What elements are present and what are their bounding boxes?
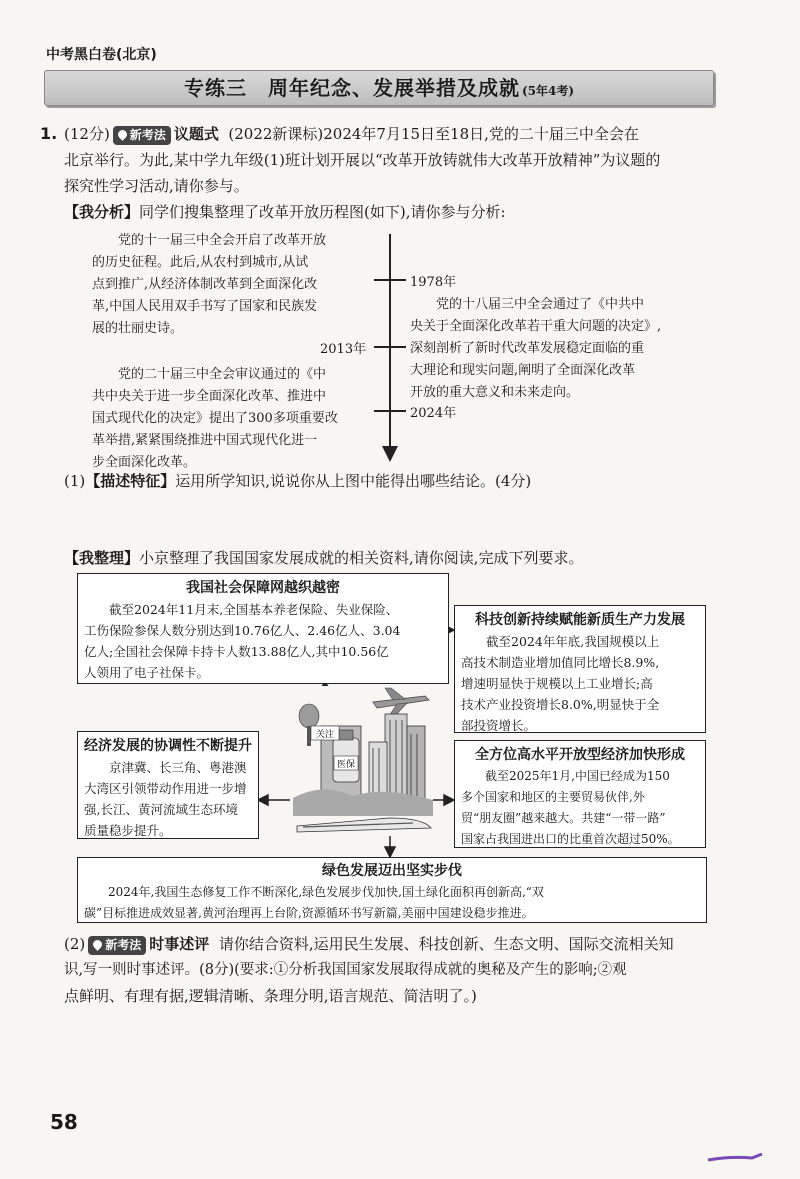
block1-line: 党的十一届三中全会开启了改革开放: [118, 233, 327, 248]
economy-line: 强,长江、黄河流域生态环境: [84, 802, 238, 817]
year-label-1978: 1978年: [410, 275, 457, 290]
year-label-2013: 2013年: [320, 342, 367, 357]
timeline-block-1978: [92, 230, 377, 340]
sub-question-1: [64, 468, 531, 494]
open-line: 多个国家和地区的主要贸易伙伴,外: [461, 790, 645, 804]
tech-box-title: 科技创新持续赋能新质生产力发展: [475, 612, 685, 628]
open-line: 国家占我国进出口的比重首次超过50%。: [461, 832, 680, 846]
social-box-body: [78, 599, 448, 683]
open-box-body: [455, 766, 705, 850]
green-line: 碳”目标推进成效显著,黄河治理再上台阶,资源循环书写新篇,美丽中国建设稳步推进。: [84, 906, 534, 920]
question-score: (12分): [64, 125, 110, 143]
tech-line: 截至2024年年底,我国规模以上: [486, 634, 660, 649]
sub1-text: 运用所学知识,说说你从上图中能得出哪些结论。(4分): [175, 472, 532, 490]
organize-label: 【我整理】: [64, 549, 140, 567]
open-line: 截至2025年1月,中国已经成为150: [485, 769, 670, 783]
page-number: 58: [50, 1110, 78, 1134]
economy-line: 京津冀、长三角、粤港澳: [109, 760, 247, 775]
intro-line-1: [64, 121, 744, 147]
social-line: 人领用了电子社保卡。: [84, 665, 210, 680]
book-title: 中考黑白卷(北京): [46, 47, 157, 63]
block3-line: 革举措,紧紧围绕推进中国式现代化进一: [92, 433, 318, 448]
block2-line: 大理论和现实问题,阐明了全面深化改革: [410, 363, 636, 378]
illus-label-insurance: 医保: [336, 760, 356, 770]
pin-icon: [116, 128, 129, 141]
timeline-arrowhead: [382, 446, 398, 462]
economy-line: 大湾区引领带动作用进一步增: [84, 781, 247, 796]
sub-question-2: [64, 931, 754, 1009]
block3-line: 国式现代化的决定》提出了300多项重要改: [92, 411, 338, 426]
social-security-box: [77, 573, 449, 684]
block1-line: 展的壮丽史诗。: [92, 321, 184, 336]
organize-text: 小京整理了我国国家发展成就的相关资料,请你阅读,完成下列要求。: [139, 549, 584, 567]
green-line: 2024年,我国生态修复工作不断深化,绿色发展步伐加快,国土绿化面积再创新高,“双: [108, 885, 544, 899]
tech-line: 技术产业投资增长8.0%,明显快于全: [461, 697, 660, 712]
tech-box-body: [455, 631, 705, 736]
green-development-box: [77, 857, 707, 923]
new-method-tag-2: [88, 936, 146, 955]
block1-line: 点到推广,从经济体制改革到全面深化改: [92, 277, 318, 292]
year-label-2024: 2024年: [410, 406, 457, 421]
tech-line: 高技术制造业增加值同比增长8.9%,: [461, 655, 660, 670]
section-title: 专练三 周年纪念、发展举措及成就: [183, 76, 520, 100]
organize-intro: [64, 545, 584, 571]
green-box-body: [78, 882, 706, 924]
new-method-tag: [113, 126, 171, 145]
pen-mark-decoration: [706, 1148, 766, 1168]
question-number: 1.: [40, 124, 58, 143]
sub2-line-1: [64, 931, 754, 957]
block2-line: 深刻剖析了新时代改革发展稳定面临的重: [410, 341, 645, 356]
block2-line: 开放的重大意义和未来走向。: [410, 385, 580, 400]
green-box-title: 绿色发展迈出坚实步伐: [322, 863, 462, 879]
open-box-title: 全方位高水平开放型经济加快形成: [475, 747, 685, 763]
sub2-number: (2): [64, 935, 86, 953]
block3-line: 步全面深化改革。: [92, 455, 197, 470]
block1-line: 的历史征程。此后,从农村到城市,从试: [92, 255, 309, 270]
intro-text-1: (2022新课标)2024年7月15日至18日,党的二十届三中全会在: [228, 125, 639, 143]
pin-icon: [91, 938, 104, 951]
block2-line: 央关于全面深化改革若干重大问题的决定》,: [410, 319, 662, 334]
economy-line: 质量稳步提升。: [84, 823, 172, 838]
development-illustration: [293, 686, 433, 836]
section-subtitle: (5年4考): [521, 84, 575, 98]
sub2-line-2: 识,写一则时事述评。(8分)(要求:①分析我国国家发展取得成就的奥秘及产生的影响;②观: [64, 962, 627, 978]
intro-line-2: 北京举行。为此,某中学九年级(1)班计划开展以“改革开放铸就伟大改革开放精神”为议题的: [64, 151, 661, 169]
social-box-title: 我国社会保障网越织越密: [186, 580, 340, 596]
open-line: 贸“朋友圈”越来越大。共建“一带一路”: [461, 811, 666, 825]
block2-line: 党的十八届三中全会通过了《中共中: [436, 297, 645, 312]
tech-innovation-box: [454, 605, 706, 733]
block3-line: 共中央关于进一步全面深化改革、推进中: [92, 389, 327, 404]
economy-box-title: 经济发展的协调性不断提升: [84, 738, 252, 754]
question-type: 议题式: [173, 125, 219, 143]
social-line: 工伤保险参保人数分别达到10.76亿人、2.46亿人、3.04: [84, 623, 401, 638]
tag-label: 新考法: [105, 938, 142, 952]
sub1-number: (1): [64, 472, 86, 490]
sub2-line-3: 点鲜明、有理有据,逻辑清晰、条理分明,语言规范、简洁明了。): [64, 987, 477, 1005]
analysis-label: 【我分析】: [64, 203, 140, 221]
analysis-text: 同学们搜集整理了改革开放历程图(如下),请你参与分析:: [139, 203, 506, 221]
block3-line: 党的二十届三中全会审议通过的《中: [118, 367, 327, 382]
block1-line: 革,中国人民用双手书写了国家和民族发: [92, 299, 318, 314]
tech-line: 增速明显快于规模以上工业增长;高: [461, 676, 653, 691]
sub2-text-1: 请你结合资料,运用民生发展、科技创新、生态文明、国际交流相关知: [218, 935, 674, 953]
tag-label: 新考法: [129, 128, 166, 142]
tech-line: 部投资增长。: [461, 718, 537, 733]
timeline-block-2013: [410, 294, 710, 404]
intro-line-3: 探究性学习活动,请你参与。: [64, 177, 249, 195]
question-intro: [64, 121, 744, 225]
analysis-line: [64, 199, 744, 225]
open-economy-box: [454, 740, 706, 848]
economy-box: [77, 731, 259, 839]
sub2-type: 时事述评: [149, 935, 210, 953]
section-title-bar: [44, 70, 714, 106]
social-line: 截至2024年11月末,全国基本养老保险、失业保险、: [109, 602, 399, 617]
social-line: 亿人;全国社会保障卡持卡人数13.88亿人,其中10.56亿: [84, 644, 389, 659]
illus-label-care: 关注: [315, 730, 335, 740]
timeline-block-2024: [92, 364, 377, 474]
sub1-label: 【描述特征】: [85, 472, 176, 490]
economy-box-body: [78, 757, 258, 841]
